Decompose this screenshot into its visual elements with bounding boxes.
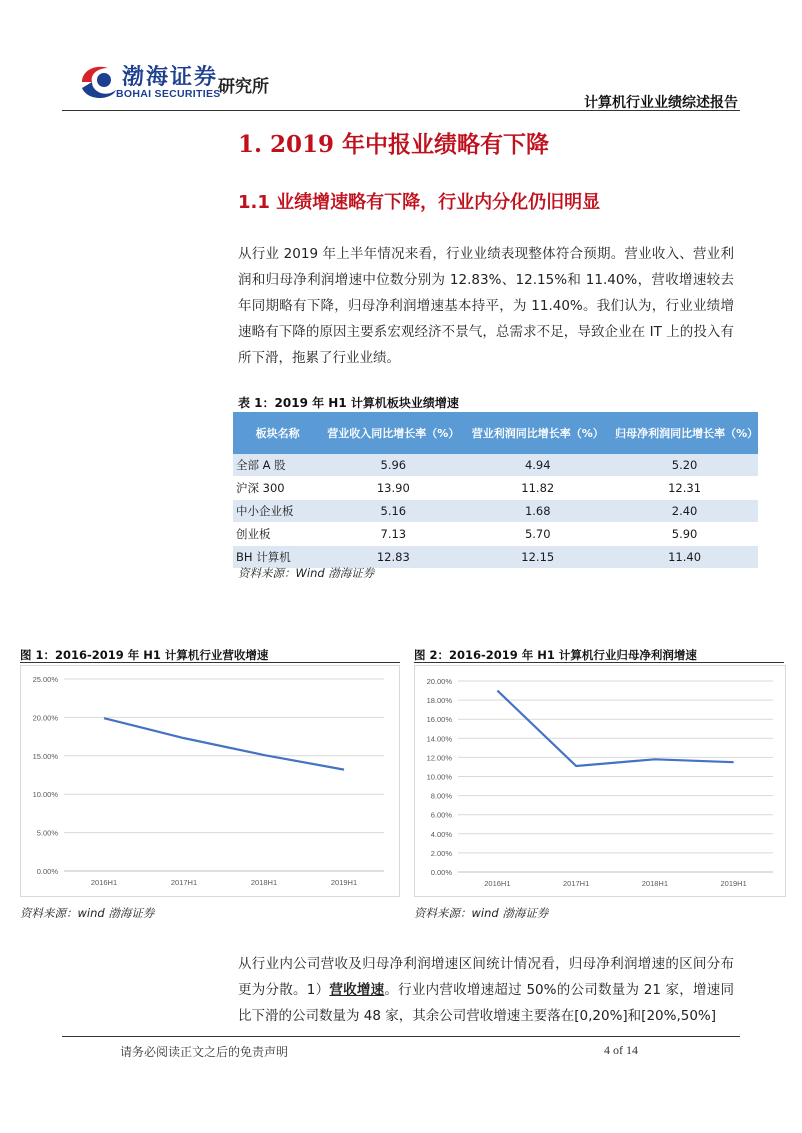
y-tick-label: 20.00% [426, 677, 452, 686]
disclaimer-note: 请务必阅读正文之后的免责声明 [120, 1045, 289, 1059]
table-header-cell: 营业收入同比增长率（%） [322, 412, 464, 454]
y-tick-label: 18.00% [426, 696, 452, 706]
y-tick-label: 20.00% [32, 713, 58, 723]
figure2-rule [414, 662, 784, 663]
table-source: 资料来源：Wind 渤海证券 [238, 566, 375, 580]
y-tick-label: 10.00% [426, 772, 452, 782]
figure2-title: 图 2：2016-2019 年 H1 计算机行业归母净利润增速 [414, 648, 697, 662]
series-line [497, 691, 733, 766]
table-header-cell: 板块名称 [233, 412, 322, 454]
y-tick-label: 4.00% [430, 829, 452, 839]
table-row [233, 454, 758, 477]
y-tick-label: 12.00% [426, 753, 452, 763]
performance-table [233, 412, 758, 569]
table-row [233, 500, 758, 523]
subsection-heading: 1.1 业绩增速略有下降，行业内分化仍旧明显 [238, 192, 601, 213]
table-row [233, 477, 758, 500]
table-cell: 12.83 [322, 546, 464, 569]
footer-divider [62, 1036, 740, 1037]
table-cell: 7.13 [322, 523, 464, 546]
table-cell: 11.82 [464, 477, 611, 500]
section-heading: 1. 2019 年中报业绩略有下降 [238, 131, 550, 158]
report-type: 计算机行业业绩综述报告 [584, 95, 738, 111]
y-tick-label: 8.00% [430, 791, 452, 801]
bohai-logo-icon [78, 62, 120, 100]
table-title: 表 1：2019 年 H1 计算机板块业绩增速 [238, 396, 459, 410]
figure1-chart [20, 665, 400, 897]
x-tick-label: 2017H1 [562, 879, 590, 888]
y-tick-label: 15.00% [32, 751, 58, 761]
x-tick-label: 2018H1 [250, 878, 278, 887]
table-header-cell: 营业利润同比增长率（%） [464, 412, 611, 454]
x-tick-label: 2016H1 [484, 879, 511, 888]
range-text-b: 。行业内营收增速超过 50%的公司数量为 21 家，增速同比下滑的公司数量为 48 家，其余公司营收增速主要落在[0,20%]和[20%,50%] [238, 982, 734, 1024]
table-cell: 5.16 [322, 500, 464, 523]
x-tick-label: 2019H1 [330, 878, 358, 887]
table-header-cell: 归母净利润同比增长率（%） [611, 412, 758, 454]
series-line [104, 718, 344, 769]
header-divider [62, 110, 740, 111]
figure2-chart [414, 665, 786, 897]
y-tick-label: 25.00% [32, 675, 58, 684]
table-cell: 1.68 [464, 500, 611, 523]
table-cell: 5.70 [464, 523, 611, 546]
range-paragraph [238, 951, 734, 1029]
y-tick-label: 0.00% [36, 867, 58, 876]
logo-chinese: 渤海证券 [122, 64, 219, 90]
y-tick-label: 5.00% [36, 828, 58, 838]
table-cell: BH 计算机 [233, 546, 322, 569]
x-tick-label: 2019H1 [720, 879, 747, 888]
logo-english: BOHAI SECURITIES [116, 88, 221, 100]
intro-paragraph: 从行业 2019 年上半年情况来看，行业业绩表现整体符合预期。营业收入、营业利润和归母净利润增速中位数分别为 12.83%、12.15%和 11.40%，营收增速较去年同期略有下降，归母净利润增速基本持平，为 11.40%。我们认为，行业业绩增速略有下降的原因主要系宏观经济不景气，总需求不足，导致企业在 IT 上的投入有所下滑，拖累了行业业绩。 [238, 246, 734, 366]
page-number: 4 of 14 [604, 1043, 638, 1057]
y-tick-label: 6.00% [430, 810, 452, 820]
y-tick-label: 10.00% [32, 790, 58, 800]
x-tick-label: 2017H1 [170, 878, 198, 887]
figure1-source: 资料来源：wind 渤海证券 [20, 906, 155, 920]
table-cell: 创业板 [233, 523, 322, 546]
table-cell: 5.96 [322, 454, 464, 477]
x-tick-label: 2016H1 [90, 878, 118, 887]
y-tick-label: 16.00% [426, 715, 452, 725]
y-tick-label: 0.00% [430, 868, 452, 877]
table-cell: 沪深 300 [233, 477, 322, 500]
range-text-a: 从行业内公司营收及归母净利润增速区间统计情况看，归母净利润增速的区间分布更为分散。1） [238, 956, 734, 998]
table-cell: 全部 A 股 [233, 454, 322, 477]
y-tick-label: 14.00% [426, 734, 452, 744]
table-cell: 12.31 [611, 477, 758, 500]
figure1-title: 图 1：2016-2019 年 H1 计算机行业营收增速 [20, 648, 269, 662]
figure2-source: 资料来源：wind 渤海证券 [414, 906, 549, 920]
y-tick-label: 2.00% [430, 848, 452, 858]
table-cell: 4.94 [464, 454, 611, 477]
table-cell: 11.40 [611, 546, 758, 569]
table-cell: 中小企业板 [233, 500, 322, 523]
table-cell: 12.15 [464, 546, 611, 569]
table-row [233, 523, 758, 546]
revenue-growth-highlight: 营收增速 [329, 982, 385, 998]
table-header-row [233, 412, 758, 454]
figure1-rule [20, 662, 400, 663]
table-cell: 5.90 [611, 523, 758, 546]
institute-label: 研究所 [218, 77, 269, 97]
table-cell: 5.20 [611, 454, 758, 477]
x-tick-label: 2018H1 [641, 879, 669, 888]
table-cell: 13.90 [322, 477, 464, 500]
table-cell: 2.40 [611, 500, 758, 523]
